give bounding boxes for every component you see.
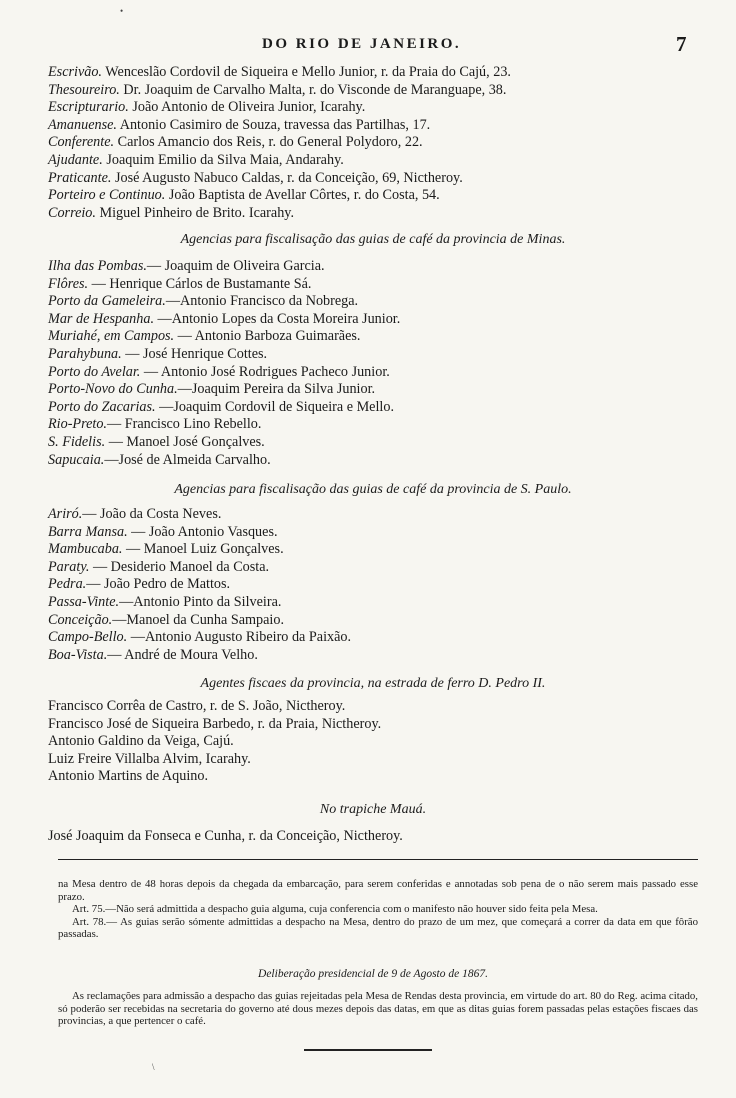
agency-place: Ariró.	[48, 506, 83, 522]
agency-place: Rio-Preto.	[48, 416, 107, 433]
agent-entry: Francisco Corrêa de Castro, r. de S. João, Nictheroy.	[48, 698, 346, 714]
agency-person: —Antonio Francisco da Nobrega.	[165, 293, 359, 310]
staff-entry	[48, 187, 698, 205]
agency-place: Mambucaba.	[48, 541, 123, 558]
staff-role: Escripturario.	[48, 99, 129, 116]
staff-entry	[48, 152, 698, 170]
agency-entry	[48, 399, 698, 417]
staff-person: José Augusto Nabuco Caldas, r. da Conceição, 69, Nictheroy.	[111, 169, 463, 186]
agency-place: Flôres.	[48, 275, 89, 292]
agency-place: Porto do Zacarias.	[48, 398, 156, 415]
minas-agency-list	[48, 258, 698, 469]
agency-person: —Joaquim Pereira da Silva Junior.	[177, 381, 376, 398]
agency-entry	[48, 524, 698, 542]
staff-role: Praticante.	[48, 169, 112, 186]
agency-entry	[48, 506, 698, 524]
agency-entry	[48, 576, 698, 594]
agency-place: Porto do Avelar.	[48, 363, 141, 380]
agency-person: — Manoel Luiz Gonçalves.	[122, 541, 284, 558]
staff-person: João Baptista de Avellar Côrtes, r. do Costa, 54.	[165, 187, 440, 204]
speck-mark: •	[120, 6, 124, 16]
agency-entry	[48, 629, 698, 647]
sao-paulo-agency-list	[48, 506, 698, 664]
footnote-paragraph: na Mesa dentro de 48 horas depois da chegada da embarcação, para serem conferidas e annotadas sob pena de o não serem mais passado esse prazo.	[58, 878, 698, 903]
agency-entry	[48, 328, 698, 346]
agency-person: — Joaquim de Oliveira Garcia.	[146, 258, 325, 274]
staff-entry	[48, 117, 698, 135]
agency-entry	[48, 416, 698, 434]
agency-place: Ilha das Pombas.	[48, 258, 147, 274]
staff-entry	[48, 64, 698, 82]
page-number: 7	[676, 32, 687, 56]
agency-entry	[48, 434, 698, 452]
agency-place: Mar de Hespanha.	[48, 310, 154, 327]
section-title-sao-paulo: Agencias para fiscalisação das guias de café da provincia de S. Paulo.	[174, 482, 572, 497]
agency-place: Parahybuna.	[48, 345, 122, 362]
staff-person: Dr. Joaquim de Carvalho Malta, r. do Visconde de Maranguape, 38.	[119, 81, 507, 98]
agency-place: Porto-Novo do Cunha.	[48, 381, 178, 398]
agency-person: — André de Moura Velho.	[107, 646, 258, 663]
closing-rule	[304, 1049, 432, 1051]
agency-person: — João Pedro de Mattos.	[86, 576, 231, 593]
staff-person: Antonio Casimiro de Souza, travessa das Partilhas, 17.	[116, 116, 431, 133]
agency-person: — João Antonio Vasques.	[127, 523, 278, 540]
staff-person: João Antonio de Oliveira Junior, Icarahy.	[128, 99, 366, 116]
agency-place: Boa-Vista.	[48, 646, 108, 663]
agency-person: — Antonio Barboza Guimarães.	[174, 328, 361, 345]
agent-entry: Luiz Freire Villalba Alvim, Icarahy.	[48, 750, 251, 767]
agentes-list	[48, 698, 698, 786]
agency-entry	[48, 559, 698, 577]
agency-person: — João da Costa Neves.	[82, 506, 222, 522]
page-header	[0, 34, 736, 58]
agent-entry: Francisco José de Siqueira Barbedo, r. da Praia, Nictheroy.	[48, 715, 382, 732]
staff-role: Conferente.	[48, 134, 115, 151]
section-title-minas: Agencias para fiscalisação das guias de café da provincia de Minas.	[180, 232, 566, 247]
running-title: DO RIO DE JANEIRO.	[262, 36, 462, 52]
agency-person: — Manoel José Gonçalves.	[105, 433, 265, 450]
trapiche-list	[48, 828, 698, 846]
staff-role: Amanuense.	[48, 116, 117, 133]
agency-place: Conceição.	[48, 611, 113, 628]
agency-entry	[48, 258, 698, 276]
agency-place: S. Fidelis.	[48, 433, 106, 450]
agency-person: — Francisco Lino Rebello.	[106, 416, 262, 433]
agency-person: —Antonio Pinto da Silveira.	[119, 593, 282, 610]
divider-rule	[58, 859, 698, 860]
agent-entry: Antonio Galdino da Veiga, Cajú.	[48, 733, 234, 750]
staff-role: Escrivão.	[48, 64, 102, 80]
staff-entry	[48, 134, 698, 152]
agency-place: Passa-Vinte.	[48, 593, 120, 610]
agency-entry	[48, 452, 698, 470]
trapiche-entry: José Joaquim da Fonseca e Cunha, r. da Conceição, Nictheroy.	[48, 828, 403, 844]
agency-entry	[48, 541, 698, 559]
section-title-trapiche: No trapiche Mauá.	[319, 802, 427, 817]
agency-person: — Antonio José Rodrigues Pacheco Junior.	[140, 363, 390, 380]
agency-person: —Manoel da Cunha Sampaio.	[112, 611, 285, 628]
staff-role: Correio.	[48, 204, 96, 221]
agency-person: — Henrique Cárlos de Bustamante Sá.	[88, 275, 312, 292]
agency-entry	[48, 293, 698, 311]
agency-place: Campo-Bello.	[48, 629, 128, 646]
agency-place: Porto da Gameleira.	[48, 293, 166, 310]
footnote-paragraph: Art. 78.— As guias serão sómente admittidas a despacho na Mesa, dentro do prazo de um mez, que começará a correr da data em que fôrão passadas.	[58, 915, 698, 941]
staff-person: Miguel Pinheiro de Brito. Icarahy.	[95, 204, 295, 221]
footnote-paragraph: Art. 75.—Não será admittida a despacho guia alguma, cuja conferencia com o manifesto não houver sido feita pela Mesa.	[72, 903, 598, 916]
agency-entry	[48, 381, 698, 399]
staff-role: Porteiro e Continuo.	[48, 187, 166, 204]
section-title-agentes: Agentes fiscaes da provincia, na estrada de ferro D. Pedro II.	[200, 676, 546, 691]
agency-place: Pedra.	[48, 576, 87, 593]
staff-role: Ajudante.	[48, 151, 103, 168]
deliberation-block	[58, 990, 698, 1028]
staff-list	[48, 64, 698, 222]
staff-entry	[48, 170, 698, 188]
agency-entry	[48, 346, 698, 364]
staff-entry	[48, 205, 698, 223]
speck-mark: \	[152, 1062, 155, 1072]
agency-place: Barra Mansa.	[48, 523, 128, 540]
agency-entry	[48, 364, 698, 382]
deliberation-heading: Deliberação presidencial de 9 de Agosto de 1867.	[258, 968, 488, 980]
agency-entry	[48, 311, 698, 329]
agent-entry: Antonio Martins de Aquino.	[48, 768, 208, 785]
staff-role: Thesoureiro.	[48, 81, 120, 98]
agency-place: Paraty.	[48, 558, 90, 575]
agency-entry	[48, 594, 698, 612]
agency-person: — José Henrique Cottes.	[121, 345, 268, 362]
agency-entry	[48, 647, 698, 665]
agency-person: —Joaquim Cordovil de Siqueira e Mello.	[155, 398, 395, 415]
agency-entry	[48, 276, 698, 294]
footnote-block	[58, 878, 698, 941]
agency-person: —José de Almeida Carvalho.	[104, 451, 271, 468]
agency-place: Sapucaia.	[48, 451, 105, 468]
agency-person: — Desiderio Manoel da Costa.	[89, 558, 270, 575]
agency-entry	[48, 612, 698, 630]
agency-person: —Antonio Augusto Ribeiro da Paixão.	[127, 629, 352, 646]
agency-person: —Antonio Lopes da Costa Moreira Junior.	[154, 310, 401, 327]
staff-person: Joaquim Emilio da Silva Maia, Andarahy.	[102, 151, 344, 168]
agency-place: Muriahé, em Campos.	[48, 328, 175, 345]
staff-entry	[48, 99, 698, 117]
staff-person: Wenceslão Cordovil de Siqueira e Mello Junior, r. da Praia do Cajú, 23.	[101, 64, 511, 80]
staff-entry	[48, 82, 698, 100]
staff-person: Carlos Amancio dos Reis, r. do General Polydoro, 22.	[114, 134, 423, 151]
footnote-paragraph: As reclamações para admissão a despacho das guias rejeitadas pela Mesa de Rendas desta provincia, em virtude do art. 80 do Reg. acima citado, só poderão ser recebidas na secretaria do governo até dous mezes depois das datas, em que as ditas guias forem passadas pelas estações fiscaes das provincias, a que pertencer o café.	[58, 990, 698, 1028]
